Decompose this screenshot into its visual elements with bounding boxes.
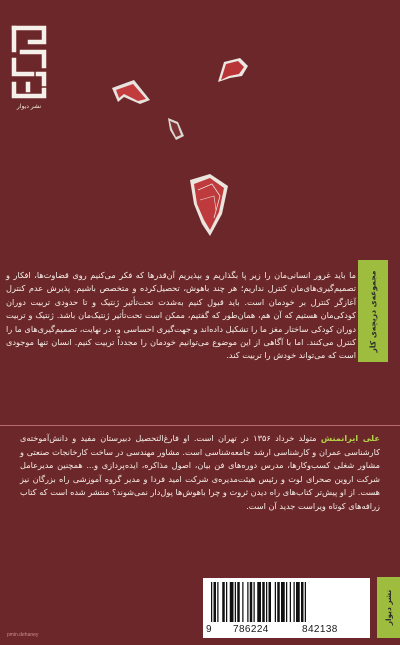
blurb-text: ما باید غرور انسانی‌مان را زیر پا بگذاریم و بپذیریم آن‌قدرها که فکر می‌کنیم روی قضاوت‌ها، افکار و تصمیم‌گیری‌های‌مان کنترل نداریم؛ هر چند باهوش، تحصیل‌کرده و متخصص باشیم. پذیرش عدم کنترل آغازگر کنترل بر خودمان است. باید قبول کنیم به‌شدت تحت‌تأثیر ژنتیک و تا حدودی تربیت دوران کودکی‌مان هستیم که آن هم، همان‌طور که گفتیم، ممکن است تحت‌تأثیر ژنتیک‌مان باشد. ژنتیک و تربیت دوران کودکی ساختار مغز ما را تشکیل داده‌اند و جهت‌گیری احساسی و، در نهایت، تصمیم‌گیری‌های ما را کنترل می‌کنند. اما با آگاهی از این موضوع می‌توانیم خودمان را مجدداً تربیت کنیم. انسان تنها موجودی است که می‌تواند خودش را تربیت کند. (6, 270, 356, 361)
barcode-group-1: 786224 (233, 624, 269, 635)
barcode-first-digit: 9 (206, 624, 212, 635)
author-bio-text: متولد خرداد ۱۳۵۶ در تهران است. او فارغ‌التحصیل دبیرستان مفید و دانش‌آموخته‌ی کارشناسی عمران و کارشناسی ارشد جامعه‌شناسی است. مشاور مهندسی در ساخت کارخانجات صنعتی و مشاور شغلی کسب‌وکارها، مدرس دوره‌های فن بیان، اصول مذاکره، ایده‌پردازی و... همچنین مدیرعامل شرکت اروین صحرای لوت و رئیس هیئت‌مدیره‌ی شرکت امید فردا و مدیر گروه آموزشی راه بزرگان نیز هست. از او پیش‌تر کتاب‌های راه دیدن ثروت و چرا باهوش‌ها پول‌دار نمی‌شوند؟ منتشر شده است که کتاب زرافه‌های کوتاه ویراست جدید آن است. (20, 433, 380, 511)
designer-credit: pmin.dehaney (7, 632, 39, 638)
isbn-barcode (203, 578, 370, 638)
author-bio (20, 432, 380, 513)
author-name: علی ایرانمنش (320, 433, 380, 443)
publisher-label: نشر دیوار (384, 589, 393, 626)
logo-caption: نشر دیوار (16, 103, 42, 110)
shard-top-right (218, 58, 248, 82)
section-divider (0, 425, 400, 426)
broken-shards-illustration (0, 0, 400, 260)
series-label: مجموعه‌ی دریچه‌ی کار (368, 270, 378, 352)
shard-top-left (112, 80, 150, 104)
barcode-group-2: 842138 (302, 624, 338, 635)
barcode-bars (209, 582, 364, 622)
shard-middle (168, 118, 184, 140)
shard-bottom (190, 174, 228, 236)
